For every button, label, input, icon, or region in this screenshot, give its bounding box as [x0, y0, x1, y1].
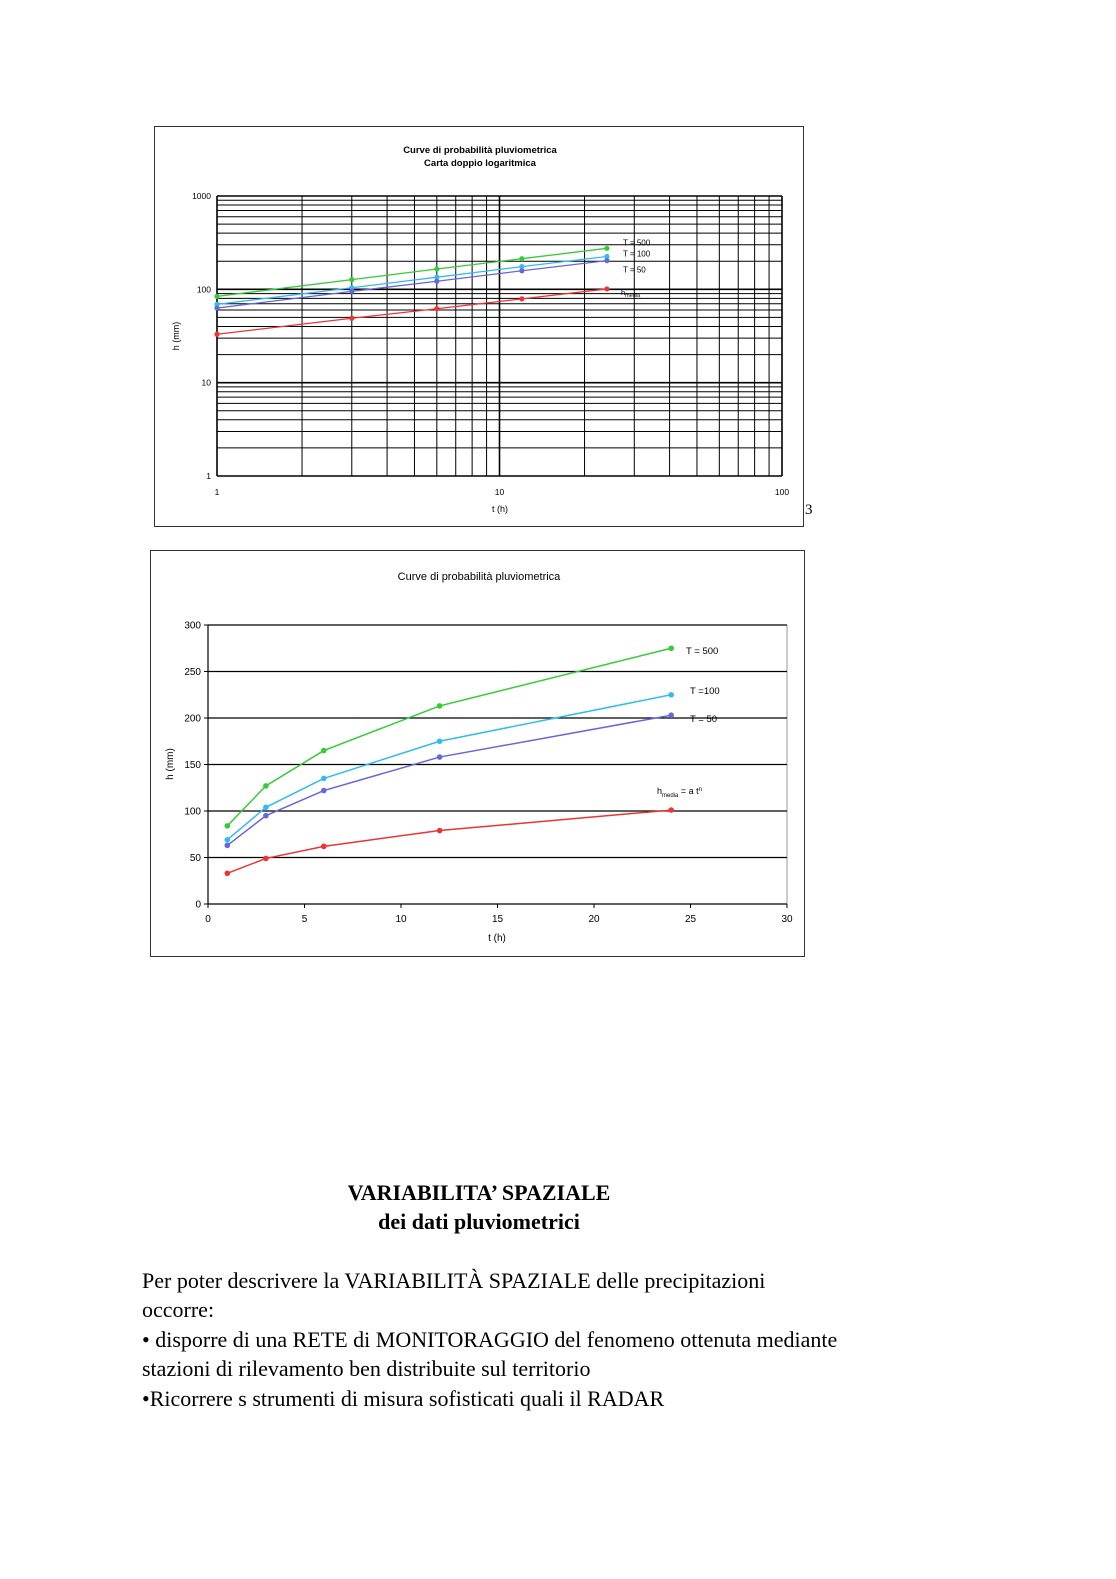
paragraph-intro: Per poter descrivere la VARIABILITÀ SPAZIALE delle precipitazioni occorre:: [142, 1268, 766, 1323]
x-tick-label: 5: [301, 914, 308, 925]
y-tick-label: 100: [184, 806, 201, 818]
x-tick-label: 10: [494, 487, 505, 497]
data-point: [668, 712, 674, 718]
x-axis-label: t (h): [491, 504, 509, 514]
y-tick-label: 150: [184, 760, 201, 771]
series-label: T = 50: [623, 265, 646, 275]
paragraph-bullet-network: • disporre di una RETE di MONITORAGGIO del fenomeno ottenuta mediante stazioni di rilevamento ben distribuite sul territorio: [142, 1326, 838, 1382]
series-line: [227, 695, 671, 840]
y-tick-label: 300: [184, 620, 201, 632]
data-point: [349, 316, 354, 321]
log-chart-frame: [154, 126, 804, 527]
series-label: T = 50: [690, 714, 718, 725]
x-tick-label: 15: [491, 914, 504, 925]
data-point: [604, 246, 609, 251]
data-point: [434, 306, 439, 311]
section-heading: VARIABILITA’ SPAZIALE: [347, 1180, 611, 1205]
data-point: [519, 256, 524, 261]
chart-title: Curve di probabilità pluviometrica: [397, 571, 561, 583]
data-point: [214, 332, 219, 337]
x-tick-label: 25: [684, 914, 697, 925]
chart-title: Curve di probabilità pluviometrica: [403, 145, 557, 156]
x-tick-label: 20: [588, 914, 600, 925]
paragraph-bullet-radar: •Ricorrere s strumenti di misura sofisticati quali il RADAR: [142, 1385, 665, 1411]
chart-subtitle: Carta doppio logaritmica: [424, 158, 536, 169]
data-point: [437, 828, 443, 834]
data-point: [263, 813, 269, 819]
series-line: [227, 810, 671, 873]
data-point: [225, 823, 231, 829]
data-point: [263, 783, 269, 789]
y-tick-label: 250: [184, 667, 201, 678]
data-point: [668, 645, 674, 651]
data-point: [214, 294, 219, 299]
y-tick-label: 1: [206, 471, 211, 481]
y-tick-label: 50: [189, 853, 201, 864]
y-tick-label: 1000: [192, 191, 211, 201]
data-point: [349, 277, 354, 282]
series-label: $h_{media} = a$ $t^n$: [657, 786, 702, 799]
data-point: [349, 289, 354, 294]
data-point: [434, 266, 439, 271]
linear-chart: [151, 551, 806, 958]
series-line: [227, 648, 671, 826]
series-line: [217, 256, 607, 304]
data-point: [321, 788, 327, 794]
x-axis-label: t (h): [488, 933, 506, 944]
x-tick-label: 100: [774, 487, 790, 497]
data-point: [519, 296, 524, 301]
data-point: [225, 843, 231, 849]
data-point: [263, 856, 269, 862]
data-point: [668, 692, 674, 698]
y-axis-label: h (mm): [165, 748, 176, 780]
x-tick-label: 10: [395, 914, 407, 925]
data-point: [668, 807, 674, 813]
linear-chart-frame: [150, 550, 805, 957]
data-point: [225, 871, 231, 877]
series-line: [227, 715, 671, 845]
data-point: [434, 279, 439, 284]
x-tick-label: 0: [205, 914, 211, 925]
data-point: [437, 703, 443, 709]
data-point: [321, 776, 327, 782]
page-number: 3: [805, 502, 813, 518]
series-label: T = 500: [623, 238, 651, 248]
data-point: [225, 837, 231, 843]
y-tick-label: 0: [195, 899, 201, 911]
log-chart: [155, 127, 805, 528]
data-point: [321, 844, 327, 850]
data-point: [437, 738, 443, 744]
data-point: [263, 804, 269, 810]
y-tick-label: 200: [184, 713, 201, 725]
data-point: [437, 754, 443, 760]
data-point: [604, 258, 609, 263]
x-tick-label: 30: [781, 914, 793, 925]
data-point: [519, 268, 524, 273]
series-label: $h_{media}$: [621, 287, 641, 299]
series-label: T = 100: [623, 249, 651, 259]
series-line: [217, 261, 607, 308]
data-point: [214, 305, 219, 310]
section-subheading: dei dati pluviometrici: [378, 1209, 580, 1234]
data-point: [604, 286, 609, 291]
y-tick-label: 100: [196, 284, 211, 295]
series-line: [217, 289, 607, 334]
x-tick-label: 1: [214, 487, 220, 497]
y-axis-label: h (mm): [171, 321, 181, 351]
body-text: [142, 1266, 842, 1413]
series-label: T = 500: [686, 646, 719, 657]
y-tick-label: 10: [201, 377, 211, 388]
data-point: [321, 748, 327, 754]
series-label: T =100: [690, 686, 720, 697]
